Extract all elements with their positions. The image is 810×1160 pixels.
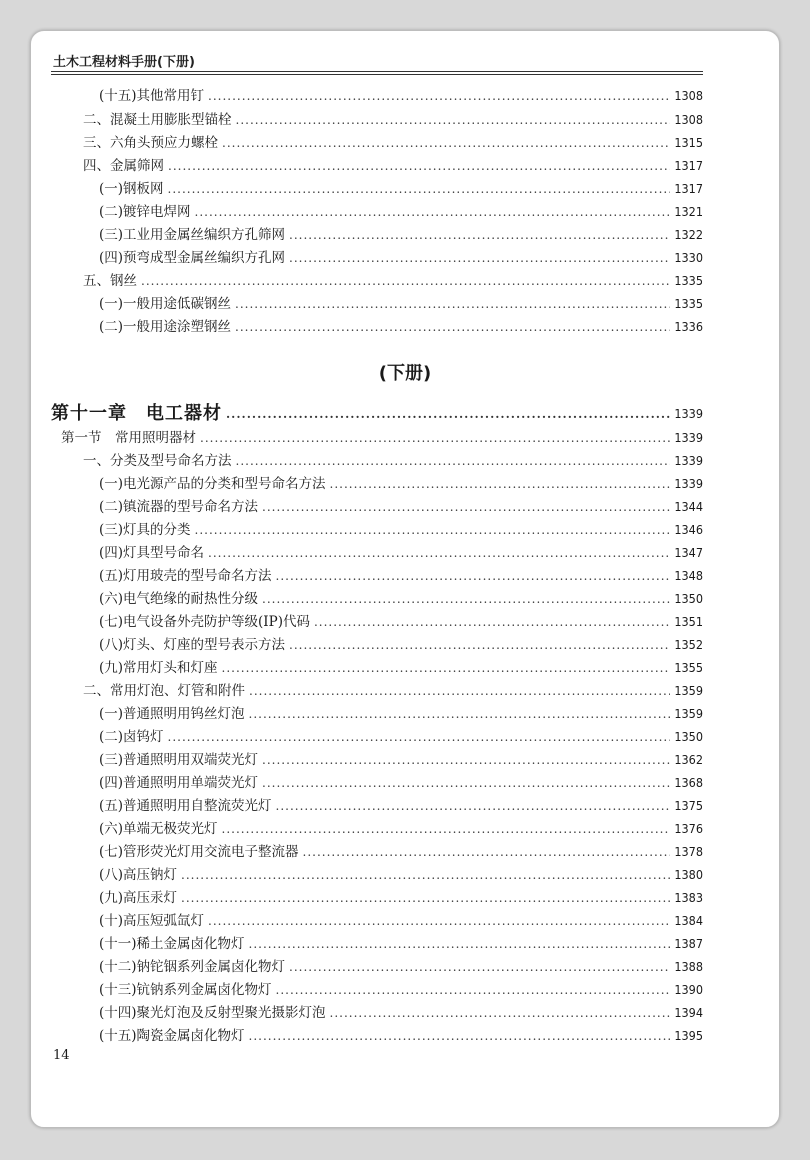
toc-entry-title: (十五)其他常用钉	[99, 88, 205, 104]
toc-leader-dots	[249, 1027, 671, 1045]
toc-leader-dots	[168, 157, 670, 175]
toc-entry-title: (九)常用灯头和灯座	[99, 660, 218, 676]
toc-entry-title: 一、分类及型号命名方法	[83, 453, 232, 469]
toc-entry-page: 1351	[674, 614, 703, 629]
toc-entry-page: 1317	[674, 158, 703, 173]
toc-entry-title: 三、六角头预应力螺栓	[83, 135, 218, 151]
toc-entry	[51, 401, 703, 423]
toc-leader-dots	[181, 866, 670, 884]
toc-entry-page: 1339	[674, 430, 703, 445]
toc-entry-title: 第十一章 电工器材	[51, 403, 222, 424]
toc-entry-title: (四)普通照明用单端荧光灯	[99, 775, 259, 791]
toc-entry-title: (九)高压汞灯	[99, 890, 178, 906]
toc-entry-page: 1395	[674, 1028, 703, 1043]
toc-leader-dots	[226, 405, 670, 423]
toc-entry-page: 1350	[674, 591, 703, 606]
toc-entry-title: (七)管形荧光灯用交流电子整流器	[99, 844, 299, 860]
toc-entry-title: (一)电光源产品的分类和型号命名方法	[99, 476, 326, 492]
toc-entry	[83, 678, 703, 700]
toc-leader-dots	[222, 659, 671, 677]
toc-entry-title: (二)卤钨灯	[99, 729, 164, 745]
toc-leader-dots	[276, 567, 671, 585]
toc-leader-dots	[262, 774, 670, 792]
toc-entry-page: 1321	[674, 204, 703, 219]
toc-entry-title: (二)镀锌电焊网	[99, 204, 191, 220]
toc-entry-page: 1376	[674, 821, 703, 836]
toc-entry-title: (六)电气绝缘的耐热性分级	[99, 591, 259, 607]
toc-leader-dots	[303, 843, 671, 861]
toc-entry	[99, 314, 703, 336]
toc-entry-title: (三)灯具的分类	[99, 522, 191, 538]
toc-entry	[99, 176, 703, 198]
toc-leader-dots	[236, 111, 671, 129]
toc-entry-page: 1387	[674, 936, 703, 951]
toc-entry	[99, 793, 703, 815]
toc-entry-title: (一)普通照明用钨丝灯泡	[99, 706, 245, 722]
toc-entry-title: (一)钢板网	[99, 181, 164, 197]
toc-entry-title: (三)工业用金属丝编织方孔筛网	[99, 227, 286, 243]
header-rule	[51, 71, 703, 75]
toc-entry-title: (三)普通照明用双端荧光灯	[99, 752, 259, 768]
toc-leader-dots	[168, 180, 671, 198]
toc-entry-page: 1335	[674, 273, 703, 288]
toc-entry	[99, 655, 703, 677]
toc-leader-dots	[222, 134, 670, 152]
toc-leader-dots	[276, 797, 671, 815]
toc-entry	[99, 1000, 703, 1022]
toc-entry-title: (五)普通照明用自整流荧光灯	[99, 798, 272, 814]
toc-entry	[83, 107, 703, 129]
toc-entry-page: 1378	[674, 844, 703, 859]
toc-entry	[99, 245, 703, 267]
toc-entry-title: (八)灯头、灯座的型号表示方法	[99, 637, 286, 653]
toc-entry-page: 1339	[674, 476, 703, 491]
toc-leader-dots	[289, 249, 670, 267]
toc-entry-page: 1322	[674, 227, 703, 242]
book-page	[30, 30, 780, 1128]
toc-entry-page: 1330	[674, 250, 703, 265]
toc-entry	[99, 540, 703, 562]
toc-leader-dots	[141, 272, 670, 290]
toc-leader-dots	[249, 705, 671, 723]
toc-leader-dots	[222, 820, 671, 838]
toc-entry-page: 1339	[674, 406, 703, 421]
toc-entry	[99, 222, 703, 244]
toc-entry-title: 四、金属筛网	[83, 158, 164, 174]
toc-leader-dots	[168, 728, 671, 746]
toc-leader-dots	[289, 226, 670, 244]
toc-entry-page: 1339	[674, 453, 703, 468]
toc-entry	[99, 291, 703, 313]
toc-leader-dots	[249, 682, 670, 700]
toc-leader-dots	[195, 203, 671, 221]
toc-entry-title: (六)单端无极荧光灯	[99, 821, 218, 837]
toc-leader-dots	[208, 544, 670, 562]
toc-entry-page: 1388	[674, 959, 703, 974]
toc-entry-page: 1362	[674, 752, 703, 767]
toc-entry	[83, 153, 703, 175]
toc-entry-title: 五、钢丝	[83, 273, 137, 289]
toc-entry-title: (七)电气设备外壳防护等级(IP)代码	[99, 614, 310, 630]
toc-entry	[83, 448, 703, 470]
toc-entry-title: (十三)钪钠系列金属卤化物灯	[99, 982, 272, 998]
toc-entry-page: 1380	[674, 867, 703, 882]
toc-entry-title: (十二)钠铊铟系列金属卤化物灯	[99, 959, 286, 975]
toc-entry	[99, 609, 703, 631]
toc-leader-dots	[262, 590, 670, 608]
toc-leader-dots	[289, 636, 670, 654]
running-header-title: 土木工程材料手册(下册)	[53, 55, 195, 70]
toc-entry	[99, 770, 703, 792]
toc-entry-page: 1352	[674, 637, 703, 652]
toc-entry-page: 1359	[674, 706, 703, 721]
toc-entry-page: 1336	[674, 319, 703, 334]
toc-entry	[99, 517, 703, 539]
toc-entry	[99, 724, 703, 746]
toc-entry-page: 1383	[674, 890, 703, 905]
toc-leader-dots	[289, 958, 670, 976]
toc-entry-title: (十一)稀土金属卤化物灯	[99, 936, 245, 952]
toc-entry-page: 1344	[674, 499, 703, 514]
toc-leader-dots	[200, 429, 670, 447]
toc-entry-title: (十五)陶瓷金属卤化物灯	[99, 1028, 245, 1044]
toc-entry-page: 1335	[674, 296, 703, 311]
toc-entry	[61, 425, 703, 447]
toc-entry	[99, 632, 703, 654]
toc-leader-dots	[262, 498, 670, 516]
toc-entry	[99, 862, 703, 884]
toc-entry-page: 1350	[674, 729, 703, 744]
toc-entry-page: 1394	[674, 1005, 703, 1020]
toc-entry	[99, 494, 703, 516]
toc-entry-title: (十)高压短弧氙灯	[99, 913, 205, 929]
toc-entry-page: 1308	[674, 112, 703, 127]
toc-entry-page: 1359	[674, 683, 703, 698]
toc-leader-dots	[330, 475, 671, 493]
toc-leader-dots	[276, 981, 671, 999]
toc-entry-title: 第一节 常用照明器材	[61, 430, 196, 446]
toc-entry-page: 1308	[674, 88, 703, 103]
toc-leader-dots	[208, 912, 670, 930]
volume-heading: (下册)	[378, 363, 432, 384]
toc-leader-dots	[249, 935, 671, 953]
toc-entry-page: 1347	[674, 545, 703, 560]
toc-entry	[99, 931, 703, 953]
toc-entry-title: (四)灯具型号命名	[99, 545, 205, 561]
toc-entry	[99, 816, 703, 838]
toc-entry	[83, 268, 703, 290]
toc-entry-page: 1348	[674, 568, 703, 583]
toc-leader-dots	[262, 751, 670, 769]
toc-entry-title: 二、常用灯泡、灯管和附件	[83, 683, 245, 699]
toc-entry	[99, 701, 703, 723]
toc-entry-title: (二)一般用途涂塑钢丝	[99, 319, 232, 335]
toc-entry	[99, 199, 703, 221]
toc-entry	[99, 747, 703, 769]
toc-leader-dots	[235, 295, 670, 313]
toc-leader-dots	[236, 452, 671, 470]
toc-entry-title: (八)高压钠灯	[99, 867, 178, 883]
toc-entry	[99, 586, 703, 608]
toc-leader-dots	[330, 1004, 671, 1022]
toc-entry	[99, 954, 703, 976]
toc-entry-page: 1315	[674, 135, 703, 150]
toc-entry-page: 1355	[674, 660, 703, 675]
toc-entry-page: 1368	[674, 775, 703, 790]
toc-leader-dots	[195, 521, 671, 539]
toc-entry-page: 1317	[674, 181, 703, 196]
toc-entry-title: (十四)聚光灯泡及反射型聚光摄影灯泡	[99, 1005, 326, 1021]
toc-leader-dots	[208, 87, 670, 105]
toc-entry	[99, 471, 703, 493]
toc-entry	[99, 977, 703, 999]
toc-entry	[99, 908, 703, 930]
toc-leader-dots	[314, 613, 670, 631]
toc-entry	[99, 839, 703, 861]
toc-leader-dots	[235, 318, 670, 336]
toc-entry-page: 1346	[674, 522, 703, 537]
toc-entry-title: (五)灯用玻壳的型号命名方法	[99, 568, 272, 584]
toc-entry	[99, 563, 703, 585]
toc-entry-title: (四)预弯成型金属丝编织方孔网	[99, 250, 286, 266]
toc-entry-title: 二、混凝土用膨胀型锚栓	[83, 112, 232, 128]
toc-leader-dots	[181, 889, 670, 907]
toc-entry-page: 1375	[674, 798, 703, 813]
toc-entry-title: (一)一般用途低碳钢丝	[99, 296, 232, 312]
toc-entry-page: 1390	[674, 982, 703, 997]
toc-entry-page: 1384	[674, 913, 703, 928]
page-number: 14	[53, 1048, 70, 1063]
toc-entry	[99, 1023, 703, 1045]
toc-entry	[99, 885, 703, 907]
toc-entry-title: (二)镇流器的型号命名方法	[99, 499, 259, 515]
toc-entry	[83, 130, 703, 152]
toc-entry	[99, 83, 703, 105]
